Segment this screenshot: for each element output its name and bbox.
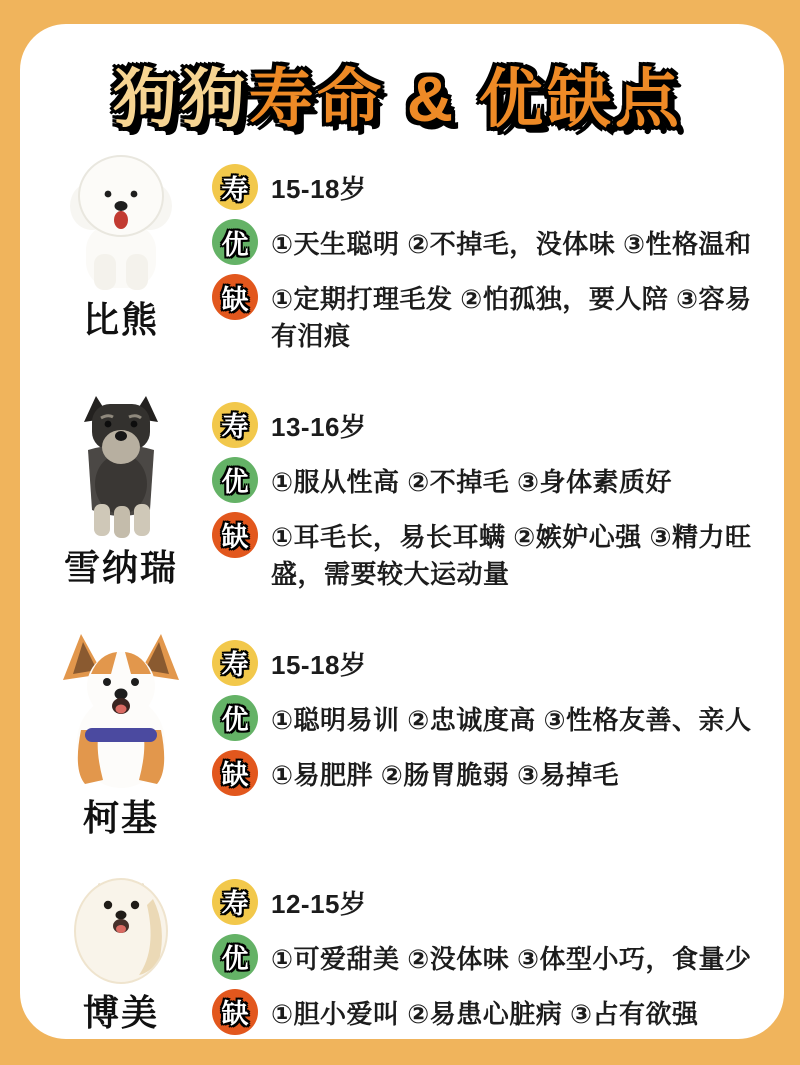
cons-row — [212, 274, 758, 355]
cons-value: ①耳毛长，易长耳螨 ②嫉妒心强 ③精力旺盛，需要较大运动量 — [271, 521, 752, 589]
cons-badge: 缺 — [212, 750, 258, 796]
breed-section-schnauzer — [38, 392, 758, 602]
bichon-frise-dog-photo — [58, 154, 184, 292]
breed-photo-column — [38, 630, 204, 841]
pros-row — [212, 457, 758, 503]
breed-photo-column — [38, 869, 204, 1036]
pros-row — [212, 695, 758, 741]
breed-info-column — [204, 154, 758, 364]
breed-section-corgi — [38, 630, 758, 841]
lifespan-value: 15-18岁 — [271, 649, 367, 680]
pros-badge: 优 — [212, 219, 258, 265]
lifespan-row — [212, 640, 758, 686]
page-title — [38, 48, 758, 140]
pomeranian-dog-photo — [61, 869, 181, 985]
pros-badge: 优 — [212, 695, 258, 741]
breed-info-column — [204, 869, 758, 1044]
title-part-dogs: 狗狗 — [113, 63, 250, 135]
lifespan-badge: 寿 — [212, 164, 258, 210]
title-part-lifespan-pros-cons: 寿命 & 优缺点 — [249, 63, 683, 135]
pros-value: ①可爱甜美 ②没体味 ③体型小巧，食量少 — [271, 943, 752, 974]
breed-section-pomeranian — [38, 869, 758, 1044]
breed-photo-column — [38, 154, 204, 343]
breed-name: 雪纳瑞 — [63, 546, 178, 588]
lifespan-row — [212, 879, 758, 925]
cons-value: ①胆小爱叫 ②易患心脏病 ③占有欲强 — [271, 998, 699, 1029]
breed-name: 比熊 — [82, 299, 159, 340]
pros-row — [212, 934, 758, 980]
breed-info-column — [204, 392, 758, 602]
breed-info-column — [204, 630, 758, 805]
cons-value: ①易肥胖 ②肠胃脆弱 ③易掉毛 — [271, 759, 619, 790]
lifespan-row — [212, 402, 758, 448]
pros-value: ①服从性高 ②不掉毛 ③身体素质好 — [271, 466, 672, 497]
pros-badge: 优 — [212, 457, 258, 503]
cons-row — [212, 989, 758, 1035]
cons-badge: 缺 — [212, 274, 258, 320]
lifespan-value: 13-16岁 — [271, 411, 367, 442]
cons-row — [212, 512, 758, 593]
schnauzer-dog-photo — [58, 392, 184, 540]
breed-name: 博美 — [82, 991, 159, 1033]
breed-name: 柯基 — [82, 796, 159, 838]
cons-badge: 缺 — [212, 512, 258, 558]
breed-section-bichon — [38, 154, 758, 364]
lifespan-badge: 寿 — [212, 879, 258, 925]
pros-value: ①天生聪明 ②不掉毛，没体味 ③性格温和 — [271, 229, 752, 259]
corgi-dog-photo — [51, 630, 191, 790]
lifespan-value: 15-18岁 — [271, 174, 367, 204]
cons-badge: 缺 — [212, 989, 258, 1035]
lifespan-row — [212, 164, 758, 210]
pros-value: ①聪明易训 ②忠诚度高 ③性格友善、亲人 — [271, 704, 752, 735]
lifespan-badge: 寿 — [212, 640, 258, 686]
lifespan-badge: 寿 — [212, 402, 258, 448]
poster-card — [20, 24, 784, 1039]
lifespan-value: 12-15岁 — [271, 888, 367, 919]
cons-row — [212, 750, 758, 796]
pros-row — [212, 219, 758, 265]
pros-badge: 优 — [212, 934, 258, 980]
breed-photo-column — [38, 392, 204, 591]
cons-value: ①定期打理毛发 ②怕孤独，要人陪 ③容易有泪痕 — [271, 284, 752, 351]
